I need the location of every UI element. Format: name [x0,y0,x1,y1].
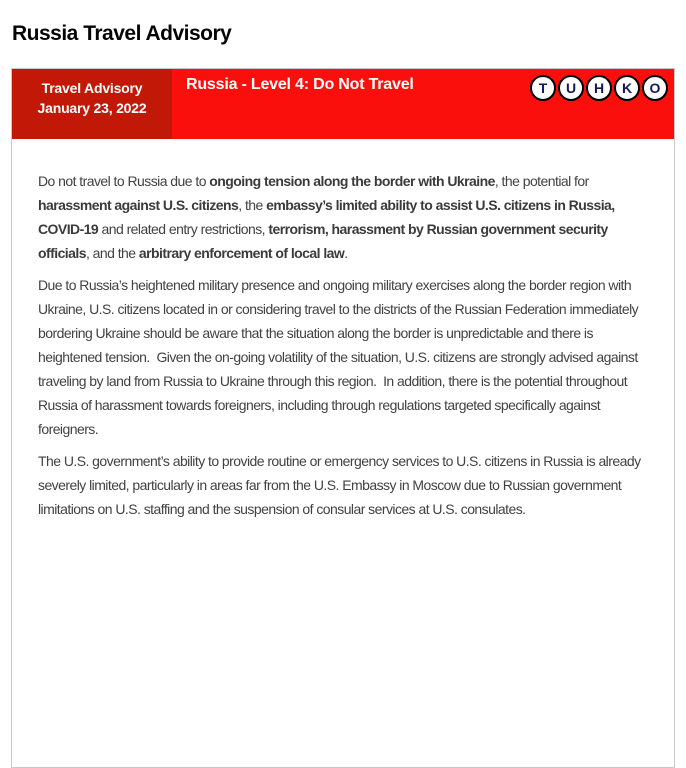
share-u-icon: U [565,80,577,96]
text-segment: Due to Russia’s heightened military presence and ongoing military exercises along the border region with Ukraine, U.S. citizens located in or considering travel to the districts of the Russian Federation immediately bordering Ukraine should be aware that the situation along the border is unpredictable and there is heightened tension. Given the on-going volatility of the situation, U.S. citizens are strongly advised against traveling by land from Russia to Ukraine through this region. In addition, there is the potential throughout Russia of harassment towards foreigners, including through regulations targeted specifically against foreigners. [38,277,639,437]
text-segment: ongoing tension along the border with Ukraine [209,173,495,189]
page-title: Russia Travel Advisory [12,22,232,45]
advisory-date-box [12,69,172,139]
text-segment: The U.S. government’s ability to provide routine or emergency services to U.S. citizens in Russia is already severely limited, particularly in areas far from the U.S. Embassy in Moscow due to Russian government limitations on U.S. staffing and the suspension of consular services at U.S. consulates. [38,453,641,517]
advisory-paragraph-border-situation [38,273,648,441]
text-segment: , and the [85,245,139,261]
advisory-banner [12,69,674,139]
text-segment: arbitrary enforcement of local law [138,245,345,261]
advisory-level-heading: Russia - Level 4: Do Not Travel [186,76,414,93]
share-h-icon: H [593,80,605,96]
share-buttons-row [530,75,668,101]
advisory-content [12,139,674,521]
advisory-date-value: January 23, 2022 [37,100,147,116]
advisory-paragraph-summary [38,169,648,265]
advisory-date-label: Travel Advisory [41,80,143,96]
share-button-u[interactable] [558,75,584,101]
advisory-box [11,68,675,768]
text-segment: and related entry restrictions, [98,221,269,237]
banner-main [172,69,674,139]
text-segment: , the [238,197,267,213]
text-segment: Do not travel to Russia due to [38,173,210,189]
text-segment: terrorism, harassment by Russian government security officials [38,221,608,261]
text-segment: harassment against U.S. citizens [38,197,239,213]
text-segment: embassy’s limited ability to assist U.S. citizens in Russia, COVID-19 [38,197,615,237]
share-o-icon: O [649,80,661,96]
share-k-icon: K [621,80,633,96]
text-segment: , the potential for [494,173,589,189]
share-button-h[interactable] [586,75,612,101]
share-t-icon: T [538,80,548,96]
share-button-t[interactable] [530,75,556,101]
share-button-o[interactable] [642,75,668,101]
advisory-paragraph-consular-services [38,449,648,521]
text-segment: . [344,245,348,261]
share-button-k[interactable] [614,75,640,101]
